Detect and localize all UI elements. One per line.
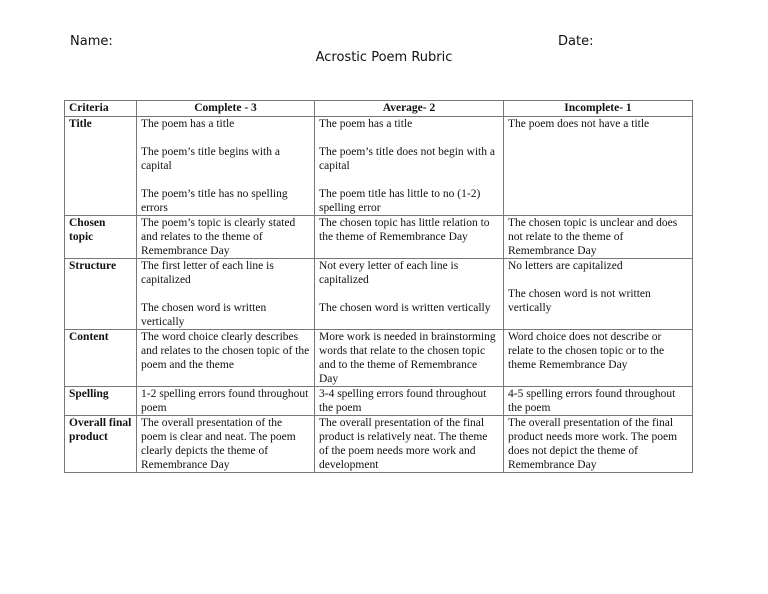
incomplete-cell (504, 387, 693, 416)
name-label: Name: (70, 34, 113, 49)
cell-text: The chosen word is written vertically (319, 302, 491, 314)
cell-text: The overall presentation of the final product is relatively neat. The theme of the poem needs more work and development (319, 417, 488, 471)
cell-text: The overall presentation of the final product needs more work. The poem does not depict the theme of Remembrance Day (508, 417, 678, 471)
date-label: Date: (558, 34, 594, 49)
table-row (65, 330, 693, 387)
table-row (65, 416, 693, 473)
average-cell (315, 416, 504, 473)
incomplete-cell (504, 117, 693, 216)
cell-text: Word choice does not describe or relate to the chosen topic or to the theme Remembrance Day (508, 331, 665, 371)
cell-text: The poem’s topic is clearly stated and relates to the theme of Remembrance Day (141, 217, 296, 257)
incomplete-cell (504, 416, 693, 473)
table-row (65, 387, 693, 416)
complete-cell (137, 216, 315, 259)
complete-cell (137, 330, 315, 387)
header-row (65, 101, 693, 117)
average-cell (315, 387, 504, 416)
cell-text: 3-4 spelling errors found throughout the poem (319, 388, 487, 414)
cell-text: Not every letter of each line is capitalized (319, 260, 459, 286)
complete-cell (137, 387, 315, 416)
complete-cell (137, 416, 315, 473)
rubric-table (64, 100, 693, 473)
document-title: Acrostic Poem Rubric (315, 50, 453, 65)
incomplete-cell (504, 330, 693, 387)
criteria-cell: Overall final product (65, 416, 137, 473)
average-cell (315, 117, 504, 216)
average-cell (315, 216, 504, 259)
criteria-cell: Chosen topic (65, 216, 137, 259)
cell-text: The poem does not have a title (508, 118, 650, 130)
column-header-incomplete: Incomplete- 1 (504, 101, 693, 117)
cell-text: The overall presentation of the poem is clear and neat. The poem clearly depicts the theme of Remembrance Day (141, 417, 296, 471)
cell-text: The chosen word is not written vertically (508, 288, 651, 314)
cell-text: The chosen topic has little relation to the theme of Remembrance Day (319, 217, 490, 243)
table-row (65, 117, 693, 216)
cell-text: 4-5 spelling errors found throughout the poem (508, 388, 676, 414)
cell-text: The poem’s title has no spelling errors (141, 188, 288, 214)
cell-text: The poem title has little to no (1-2) spelling error (319, 188, 481, 214)
complete-cell (137, 117, 315, 216)
criteria-cell: Content (65, 330, 137, 387)
table-row (65, 216, 693, 259)
cell-text: The word choice clearly describes and relates to the chosen topic of the poem and the theme (141, 331, 310, 371)
cell-text: The chosen word is written vertically (141, 302, 267, 328)
table-row (65, 259, 693, 330)
criteria-cell: Spelling (65, 387, 137, 416)
cell-text: The poem has a title (141, 118, 235, 130)
criteria-cell: Structure (65, 259, 137, 330)
column-header-criteria: Criteria (65, 101, 137, 117)
criteria-cell: Title (65, 117, 137, 216)
cell-text: 1-2 spelling errors found throughout poem (141, 388, 309, 414)
cell-text: The poem’s title begins with a capital (141, 146, 280, 172)
incomplete-cell (504, 216, 693, 259)
cell-text: The first letter of each line is capitalized (141, 260, 274, 286)
cell-text: The chosen topic is unclear and does not relate to the theme of Remembrance Day (508, 217, 678, 257)
average-cell (315, 330, 504, 387)
cell-text: More work is needed in brainstorming words that relate to the chosen topic and to the theme of Remembrance Day (319, 331, 496, 385)
incomplete-cell (504, 259, 693, 330)
cell-text: The poem’s title does not begin with a capital (319, 146, 495, 172)
column-header-complete: Complete - 3 (137, 101, 315, 117)
cell-text: The poem has a title (319, 118, 413, 130)
complete-cell (137, 259, 315, 330)
average-cell (315, 259, 504, 330)
column-header-average: Average- 2 (315, 101, 504, 117)
cell-text: No letters are capitalized (508, 260, 623, 272)
